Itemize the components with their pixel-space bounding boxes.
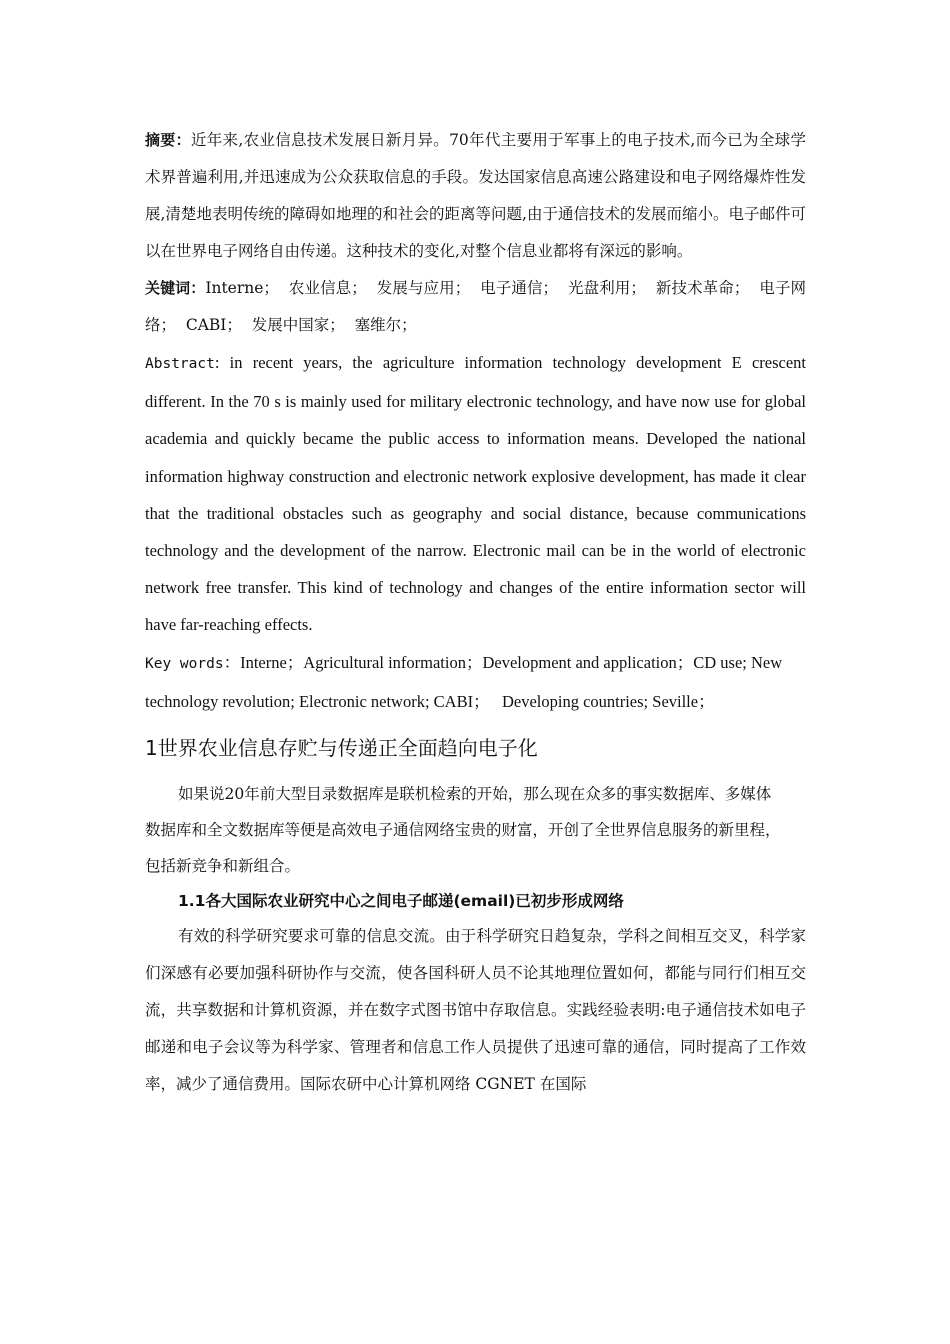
document-page bbox=[145, 122, 806, 1103]
abstract-cn-text: 近年来,农业信息技术发展日新月异。70年代主要用于军事上的电子技术,而今已为全球学术界普遍利用,并迅速成为公众获取信息的手段。发达国家信息高速公路建设和电子网络爆炸性发展,清楚地表明传统的障碍如地理的和社会的距离等问题,由于通信技术的发展而缩小。电子邮件可以在世界电子网络自由传递。这种技术的变化,对整个信息业都将有深远的影响。 bbox=[145, 131, 806, 260]
keywords-cn-text: Interne； 农业信息； 发展与应用； 电子通信； 光盘利用； 新技术革命； 电子网络； CABI； 发展中国家； 塞维尔； bbox=[145, 279, 806, 334]
keywords-cn-label: 关键词： bbox=[145, 279, 206, 297]
keywords-en bbox=[145, 644, 806, 720]
keywords-en-label: Key words bbox=[145, 655, 224, 672]
abstract-en-label: Abstract bbox=[145, 356, 215, 372]
abstract-cn bbox=[145, 122, 806, 270]
keywords-en-line2: technology revolution; Electronic network; CABI； Developing countries; Seville； bbox=[145, 691, 715, 711]
section-1-para-line3: 包括新竞争和新组合。 bbox=[145, 856, 301, 875]
section-1-heading: 1世界农业信息存贮与传递正全面趋向电子化 bbox=[145, 735, 538, 760]
keywords-cn bbox=[145, 270, 806, 344]
keywords-en-line1: ：Interne；Agricultural information；Development and application；CD use; New bbox=[223, 652, 783, 672]
abstract-en-text: : in recent years, the agriculture information technology development E crescent different. In the 70 s is mainly used for military electronic technology, and have now use for global academia and quickly became the public access to information means. Developed the national information highway construction and electronic network explosive development, has made it clear that the traditional obstacles such as geography and social distance, because communications technology and the development of the narrow. Electronic mail can be in the world of electronic network free transfer. This kind of technology and changes of the entire information sector will have far-reaching effects. bbox=[145, 353, 806, 635]
abstract-cn-label: 摘要： bbox=[145, 131, 191, 149]
section-1-1-para: 有效的科学研究要求可靠的信息交流。由于科学研究日趋复杂，学科之间相互交叉，科学家们深感有必要加强科研协作与交流，使各国科研人员不论其地理位置如何，都能与同行们相互交流，共享数据和计算机资源，并在数字式图书馆中存取信息。实践经验表明:电子通信技术如电子邮递和电子会议等为科学家、管理者和信息工作人员提供了迅速可靠的通信，同时提高了工作效率，减少了通信费用。国际农研中心计算机网络 CGNET 在国际 bbox=[145, 926, 806, 1093]
section-1-para-line1: 如果说20年前大型目录数据库是联机检索的开始，那么现在众多的事实数据库、多媒体 bbox=[178, 784, 772, 803]
section-1-para-line2: 数据库和全文数据库等便是高效电子通信网络宝贵的财富，开创了全世界信息服务的新里程， bbox=[145, 820, 781, 839]
section-1-1-heading: 1.1各大国际农业研究中心之间电子邮递(email)已初步形成网络 bbox=[178, 891, 624, 910]
abstract-en bbox=[145, 344, 806, 644]
